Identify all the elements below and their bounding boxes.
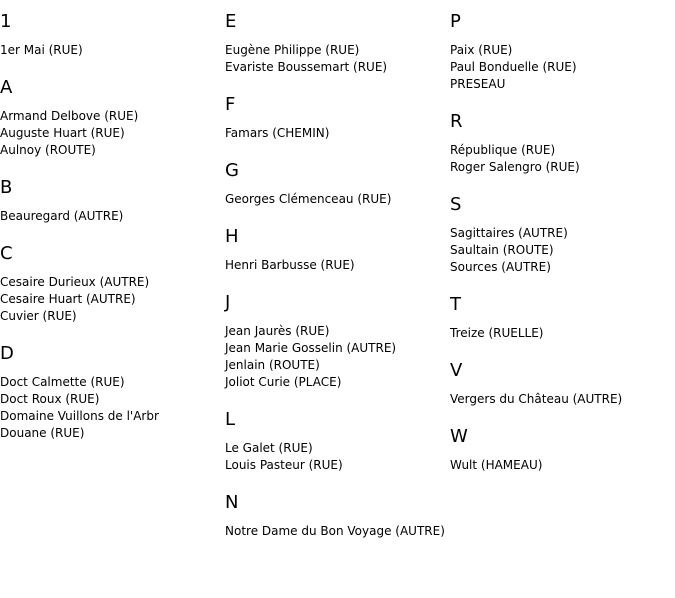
letter-heading: W — [450, 426, 468, 447]
street-item: Paix (RUE) — [450, 43, 513, 57]
letter-heading: D — [0, 343, 14, 364]
street-item: Jenlain (ROUTE) — [225, 358, 320, 372]
street-list — [225, 191, 445, 208]
letter-group — [225, 11, 445, 76]
street-item: Cuvier (RUE) — [0, 309, 77, 323]
street-list — [450, 457, 670, 474]
street-item: Vergers du Château (AUTRE) — [450, 392, 623, 406]
letter-group — [0, 77, 220, 159]
street-list — [0, 274, 220, 325]
street-item: Doct Roux (RUE) — [0, 392, 100, 406]
street-list — [225, 440, 445, 474]
street-item: Evariste Boussemart (RUE) — [225, 60, 388, 74]
letter-heading: A — [0, 77, 13, 98]
street-item: Roger Salengro (RUE) — [450, 160, 580, 174]
street-item: Eugène Philippe (RUE) — [225, 43, 360, 57]
street-list — [225, 42, 445, 76]
street-item: Jean Jaurès (RUE) — [225, 324, 330, 338]
letter-group — [450, 194, 670, 276]
letter-group — [0, 243, 220, 325]
street-item: Aulnoy (ROUTE) — [0, 143, 96, 157]
street-item: Sagittaires (AUTRE) — [450, 226, 568, 240]
letter-heading: V — [450, 360, 463, 381]
letter-heading: E — [225, 11, 237, 32]
street-item: Notre Dame du Bon Voyage (AUTRE) — [225, 524, 445, 538]
street-list — [450, 325, 670, 342]
letter-group — [225, 94, 445, 142]
street-list — [450, 42, 670, 93]
letter-heading: T — [450, 294, 461, 315]
letter-heading: J — [225, 292, 231, 313]
letter-group — [450, 360, 670, 408]
letter-group — [225, 226, 445, 274]
letter-group — [225, 409, 445, 474]
street-index — [0, 11, 675, 598]
street-item: Georges Clémenceau (RUE) — [225, 192, 392, 206]
street-item: 1er Mai (RUE) — [0, 43, 83, 57]
street-list — [225, 257, 445, 274]
street-item: Sources (AUTRE) — [450, 260, 551, 274]
street-item: Louis Pasteur (RUE) — [225, 458, 343, 472]
letter-group — [0, 343, 220, 442]
street-list — [225, 323, 445, 391]
street-list — [225, 125, 445, 142]
street-item: Armand Delbove (RUE) — [0, 109, 139, 123]
street-item: Paul Bonduelle (RUE) — [450, 60, 577, 74]
letter-group — [225, 160, 445, 208]
letter-heading: C — [0, 243, 13, 264]
letter-heading: F — [225, 94, 236, 115]
index-column-3 — [450, 11, 670, 492]
index-column-2 — [225, 11, 445, 558]
street-item: République (RUE) — [450, 143, 556, 157]
street-item: PRESEAU — [450, 77, 506, 91]
street-list — [225, 523, 445, 540]
street-item: Le Galet (RUE) — [225, 441, 313, 455]
street-item: Domaine Vuillons de l'Arbr — [0, 409, 159, 423]
street-item: Famars (CHEMIN) — [225, 126, 330, 140]
street-item: Beauregard (AUTRE) — [0, 209, 124, 223]
street-list — [450, 391, 670, 408]
street-item: Joliot Curie (PLACE) — [225, 375, 342, 389]
letter-group — [450, 111, 670, 176]
street-item: Jean Marie Gosselin (AUTRE) — [225, 341, 397, 355]
street-item: Cesaire Durieux (AUTRE) — [0, 275, 150, 289]
letter-heading: B — [0, 177, 13, 198]
letter-heading: L — [225, 409, 236, 430]
street-item: Treize (RUELLE) — [450, 326, 544, 340]
street-list — [0, 374, 220, 442]
street-item: Douane (RUE) — [0, 426, 85, 440]
letter-heading: G — [225, 160, 239, 181]
street-list — [0, 108, 220, 159]
street-item: Wult (HAMEAU) — [450, 458, 543, 472]
street-item: Cesaire Huart (AUTRE) — [0, 292, 136, 306]
street-list — [0, 42, 220, 59]
letter-group — [225, 492, 445, 540]
index-column-1 — [0, 11, 220, 460]
letter-group — [225, 292, 445, 391]
letter-heading: P — [450, 11, 461, 32]
street-item: Henri Barbusse (RUE) — [225, 258, 355, 272]
letter-heading: H — [225, 226, 239, 247]
street-item: Auguste Huart (RUE) — [0, 126, 125, 140]
letter-heading: S — [450, 194, 462, 215]
letter-group — [450, 11, 670, 93]
letter-group — [0, 177, 220, 225]
letter-group — [0, 11, 220, 59]
letter-heading: N — [225, 492, 239, 513]
letter-heading: 1 — [0, 11, 12, 32]
street-list — [0, 208, 220, 225]
street-list — [450, 225, 670, 276]
street-list — [450, 142, 670, 176]
letter-group — [450, 294, 670, 342]
street-item: Doct Calmette (RUE) — [0, 375, 125, 389]
letter-heading: R — [450, 111, 463, 132]
street-item: Saultain (ROUTE) — [450, 243, 554, 257]
letter-group — [450, 426, 670, 474]
